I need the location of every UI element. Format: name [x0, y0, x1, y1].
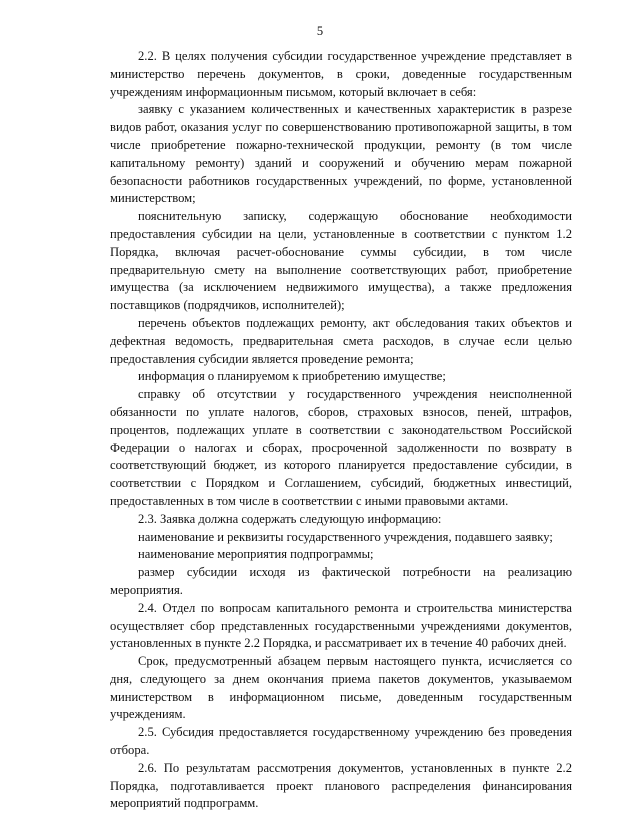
- paragraph-certificate-item: справку об отсутствии у государственного учреждения неисполненной обязанности по уплате налогов, сборов, страховых взносов, пеней, штрафов, процентов, подлежащих уплате в соответствии с законодательством Российской Федерации о налогах и сборах, просроченной задолженности по возврату в соответствующий бюджет, из которого планируется предоставление субсидии, в соответствии с Порядком и Соглашением, субсидий, бюджетных инвестиций, предоставленных в том числе в соответствии с иными правовыми актами.: [110, 387, 572, 508]
- paragraph-2-3: 2.3. Заявка должна содержать следующую информацию:: [138, 511, 442, 526]
- document-body: [110, 48, 572, 813]
- paragraph-application-item: заявку с указанием количественных и качественных характеристик в разрезе видов работ, оказания услуг по совершенствованию противопожарной защиты, в том числе приобретение пожарно-технической продукции, ремонту (в том числе капитальному ремонту) зданий и сооружений и обучению мерам пожарной безопасности работников государственных учреждений, по форме, установленной министерством;: [110, 102, 572, 206]
- paragraph-repair-objects-item: перечень объектов подлежащих ремонту, акт обследования таких объектов и дефектная ведомость, предварительная смета расходов, в случае если целью предоставления субсидии является проведение ремонта;: [110, 315, 572, 366]
- paragraph-term: Срок, предусмотренный абзацем первым настоящего пункта, исчисляется со дня, следующего за днем окончания приема пакетов документов, указываемом министерством в информационном письме, доведенным государственным учреждениям.: [110, 654, 572, 722]
- paragraph-explanatory-note-item: пояснительную записку, содержащую обоснование необходимости предоставления субсидии на цели, установленные в соответствии с пунктом 1.2 Порядка, включая расчет-обоснование суммы субсидии, в том числе предварительную смету на выполнение соответствующих работ, приобретение имущества (за исключением недвижимого имущества), а также предложения поставщиков (подрядчиков, исполнителей);: [110, 209, 572, 313]
- page-number: 5: [316, 24, 324, 38]
- paragraph-2-2: 2.2. В целях получения субсидии государственное учреждение представляет в министерство перечень документов, в сроки, доведенные государственным учреждениям информационным письмом, который включает в себя:: [110, 49, 572, 99]
- paragraph-subsidy-size-item: размер субсидии исходя из фактической потребности на реализацию мероприятия.: [110, 565, 572, 597]
- paragraph-2-6: 2.6. По результатам рассмотрения документов, установленных в пункте 2.2 Порядка, подготавливается проект планового распределения финансирования мероприятий подпрограмм.: [110, 760, 572, 811]
- paragraph-2-5: 2.5. Субсидия предоставляется государственному учреждению без проведения отбора.: [110, 725, 572, 758]
- paragraph-property-info-item: информация о планируемом к приобретению имуществе;: [138, 369, 446, 384]
- paragraph-2-4: 2.4. Отдел по вопросам капитального ремонта и строительства министерства осуществляет сбор представленных государственными учреждениями документов, установленных в пункте 2.2 Порядка, и рассматривает их в течение 40 рабочих дней.: [110, 600, 572, 651]
- paragraph-requisites-item: наименование и реквизиты государственного учреждения, подавшего заявку;: [138, 529, 553, 544]
- paragraph-event-name-item: наименование мероприятия подпрограммы;: [138, 547, 374, 562]
